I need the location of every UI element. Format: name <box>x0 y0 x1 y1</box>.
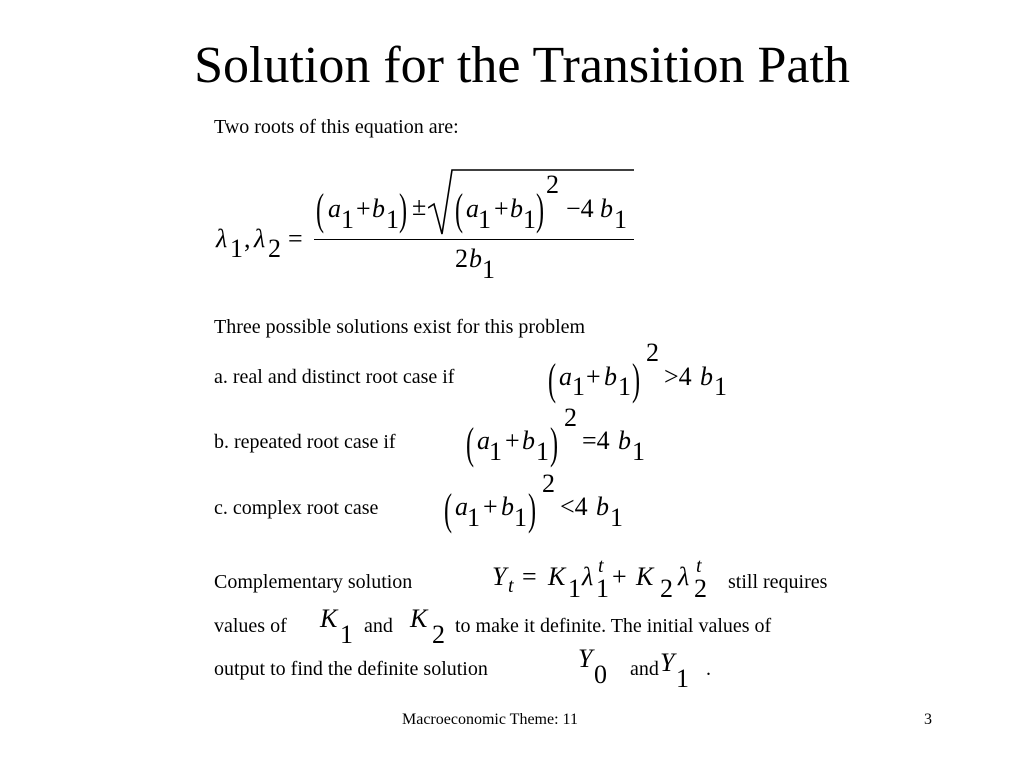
case-a-label: a. real and distinct root case if <box>214 366 455 388</box>
y1-symbol: Y <box>660 648 675 677</box>
fraction-bar <box>314 239 634 240</box>
page-number: 3 <box>924 711 932 728</box>
slide: Solution for the Transition Path Two roots of this equation are: λ 1 , λ 2 = ( a 1 + b 1 ) ± ( a 1 + b 1 ) 2 −4 b 1 2 b 1 Three possible solutions exist for this problem a. real and distinct root case if ( a 1 + b 1 ) 2 >4 b 1 b. repeated root case if ( a 1 + b 1 ) 2 =4 b 1 c. complex root case ( a 1 + b 1 ) 2 <4 b 1 Complementary solution Y t = K 1 λ t 1 + K 2 λ t 2 still requires values of K 1 and K 2 to make it definite. The initial values of output to find the definite solution Y 0 and Y 1 . Macroeconomic Theme: 11 3 <box>0 0 1024 768</box>
and2-label: and <box>630 658 659 680</box>
definite-line: to make it definite. The initial values of <box>455 615 772 637</box>
k1-symbol: K <box>320 604 338 633</box>
and-label: and <box>364 615 393 637</box>
solutions-intro: Three possible solutions exist for this problem <box>214 316 586 338</box>
case-c-label: c. complex root case <box>214 497 379 519</box>
slide-title: Solution for the Transition Path <box>194 37 850 94</box>
y0-symbol: Y <box>578 644 593 673</box>
roots-intro: Two roots of this equation are: <box>214 116 459 138</box>
complementary-tail: still requires <box>728 571 828 593</box>
k2-symbol: K <box>410 604 428 633</box>
complementary-label: Complementary solution <box>214 571 413 593</box>
footer-title: Macroeconomic Theme: 11 <box>402 711 578 728</box>
output-line: output to find the definite solution <box>214 658 488 680</box>
case-b-label: b. repeated root case if <box>214 431 396 453</box>
period: . <box>706 658 711 680</box>
values-of-label: values of <box>214 615 287 637</box>
